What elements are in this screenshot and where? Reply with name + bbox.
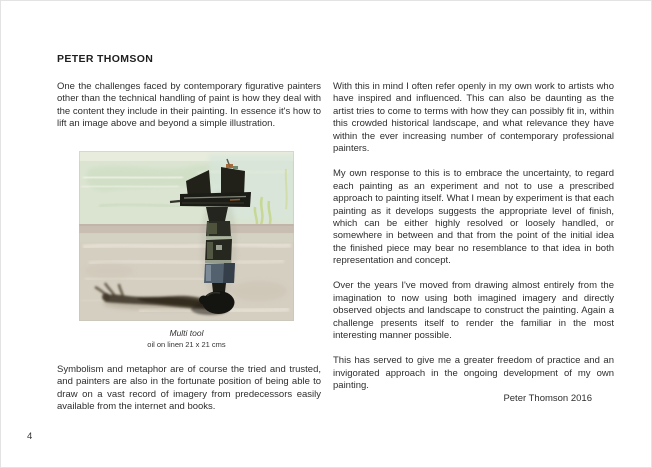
figure-caption bbox=[79, 328, 294, 349]
olive-fleck bbox=[209, 223, 217, 234]
caption-detail: oil on linen 21 x 21 cms bbox=[147, 339, 226, 349]
caption-title: Multi tool bbox=[169, 328, 204, 338]
ground-warm-patch bbox=[84, 263, 134, 279]
crossbar-orange-dash bbox=[230, 200, 240, 201]
sky-white-stroke bbox=[83, 177, 183, 178]
yellow-green-streak bbox=[286, 169, 287, 209]
right-paragraph-3: Over the years I've moved from drawing almost entirely from the imagination to now using both imagined imagery and directly observed objects and landscape to construct the painting. Again a challenge presents itself to render the familiar in the most interesting manner possible. bbox=[333, 280, 614, 342]
green-fleck bbox=[233, 166, 238, 169]
painting-multi-tool bbox=[79, 151, 294, 321]
steel-block-highlight bbox=[206, 265, 211, 281]
right-paragraph-2: My own response to this is to embrace the uncertainty, to regard each painting as an experiment and not to use a prescribed approach to painting itself. What I mean by experiment is that each painting as it develops suggests the appropriate level of finish, which can be either highly resolved or loosely handled, or somewhere in between and that from the point of the initial idea the finished piece may bear no resemblance to that idea in both representation and concept. bbox=[333, 168, 614, 267]
segment-b-highlight bbox=[207, 242, 213, 259]
page-number: 4 bbox=[27, 431, 33, 442]
bar-stickout bbox=[170, 201, 180, 202]
left-paragraph-1: One the challenges faced by contemporary figurative painters other than the technical handling of paint is how they deal with the content they include in their painting. In essence it's how to lift an image above and beyond a simple illustration. bbox=[57, 81, 321, 130]
neck-upper bbox=[206, 207, 228, 221]
sky-white-stroke bbox=[81, 186, 179, 187]
jaw-right bbox=[221, 167, 245, 196]
ground-green-tint bbox=[79, 234, 294, 242]
painting-figure bbox=[79, 151, 294, 349]
segment-b-bright bbox=[216, 245, 222, 250]
neck-lower bbox=[212, 283, 226, 292]
artist-signature: Peter Thomson 2016 bbox=[503, 393, 592, 405]
page-title: PETER THOMSON bbox=[57, 53, 154, 65]
light-band-1 bbox=[206, 236, 232, 240]
base-ball bbox=[203, 291, 235, 314]
orange-fleck bbox=[226, 164, 233, 168]
ground-light-stroke bbox=[83, 244, 291, 247]
right-column bbox=[333, 81, 614, 406]
right-paragraph-1: With this in mind I often refer openly in my own work to artists who have inspired and influenced. This can also be daunting as the artist tries to come to terms with how they can possibly fit in, within this crowded historical landscape, and what relevance they have within the ever increasing number of contemporary professional painters. bbox=[333, 81, 614, 155]
left-paragraph-2: Symbolism and metaphor are of course the tried and trusted, and painters are also in the fortunate position of being able to draw on a vast record of imagery from predecessors easily available from the internet and books. bbox=[57, 364, 321, 413]
ground-light-stroke bbox=[89, 261, 284, 263]
steel-block-shade bbox=[223, 263, 235, 283]
base-ball-bump bbox=[199, 296, 208, 305]
crossbar bbox=[180, 192, 251, 207]
ground-warm-patch bbox=[231, 281, 287, 301]
right-paragraph-4: This has served to give me a greater freedom of practice and an invigorated approach in the ongoing development of my own painting. bbox=[333, 355, 614, 392]
